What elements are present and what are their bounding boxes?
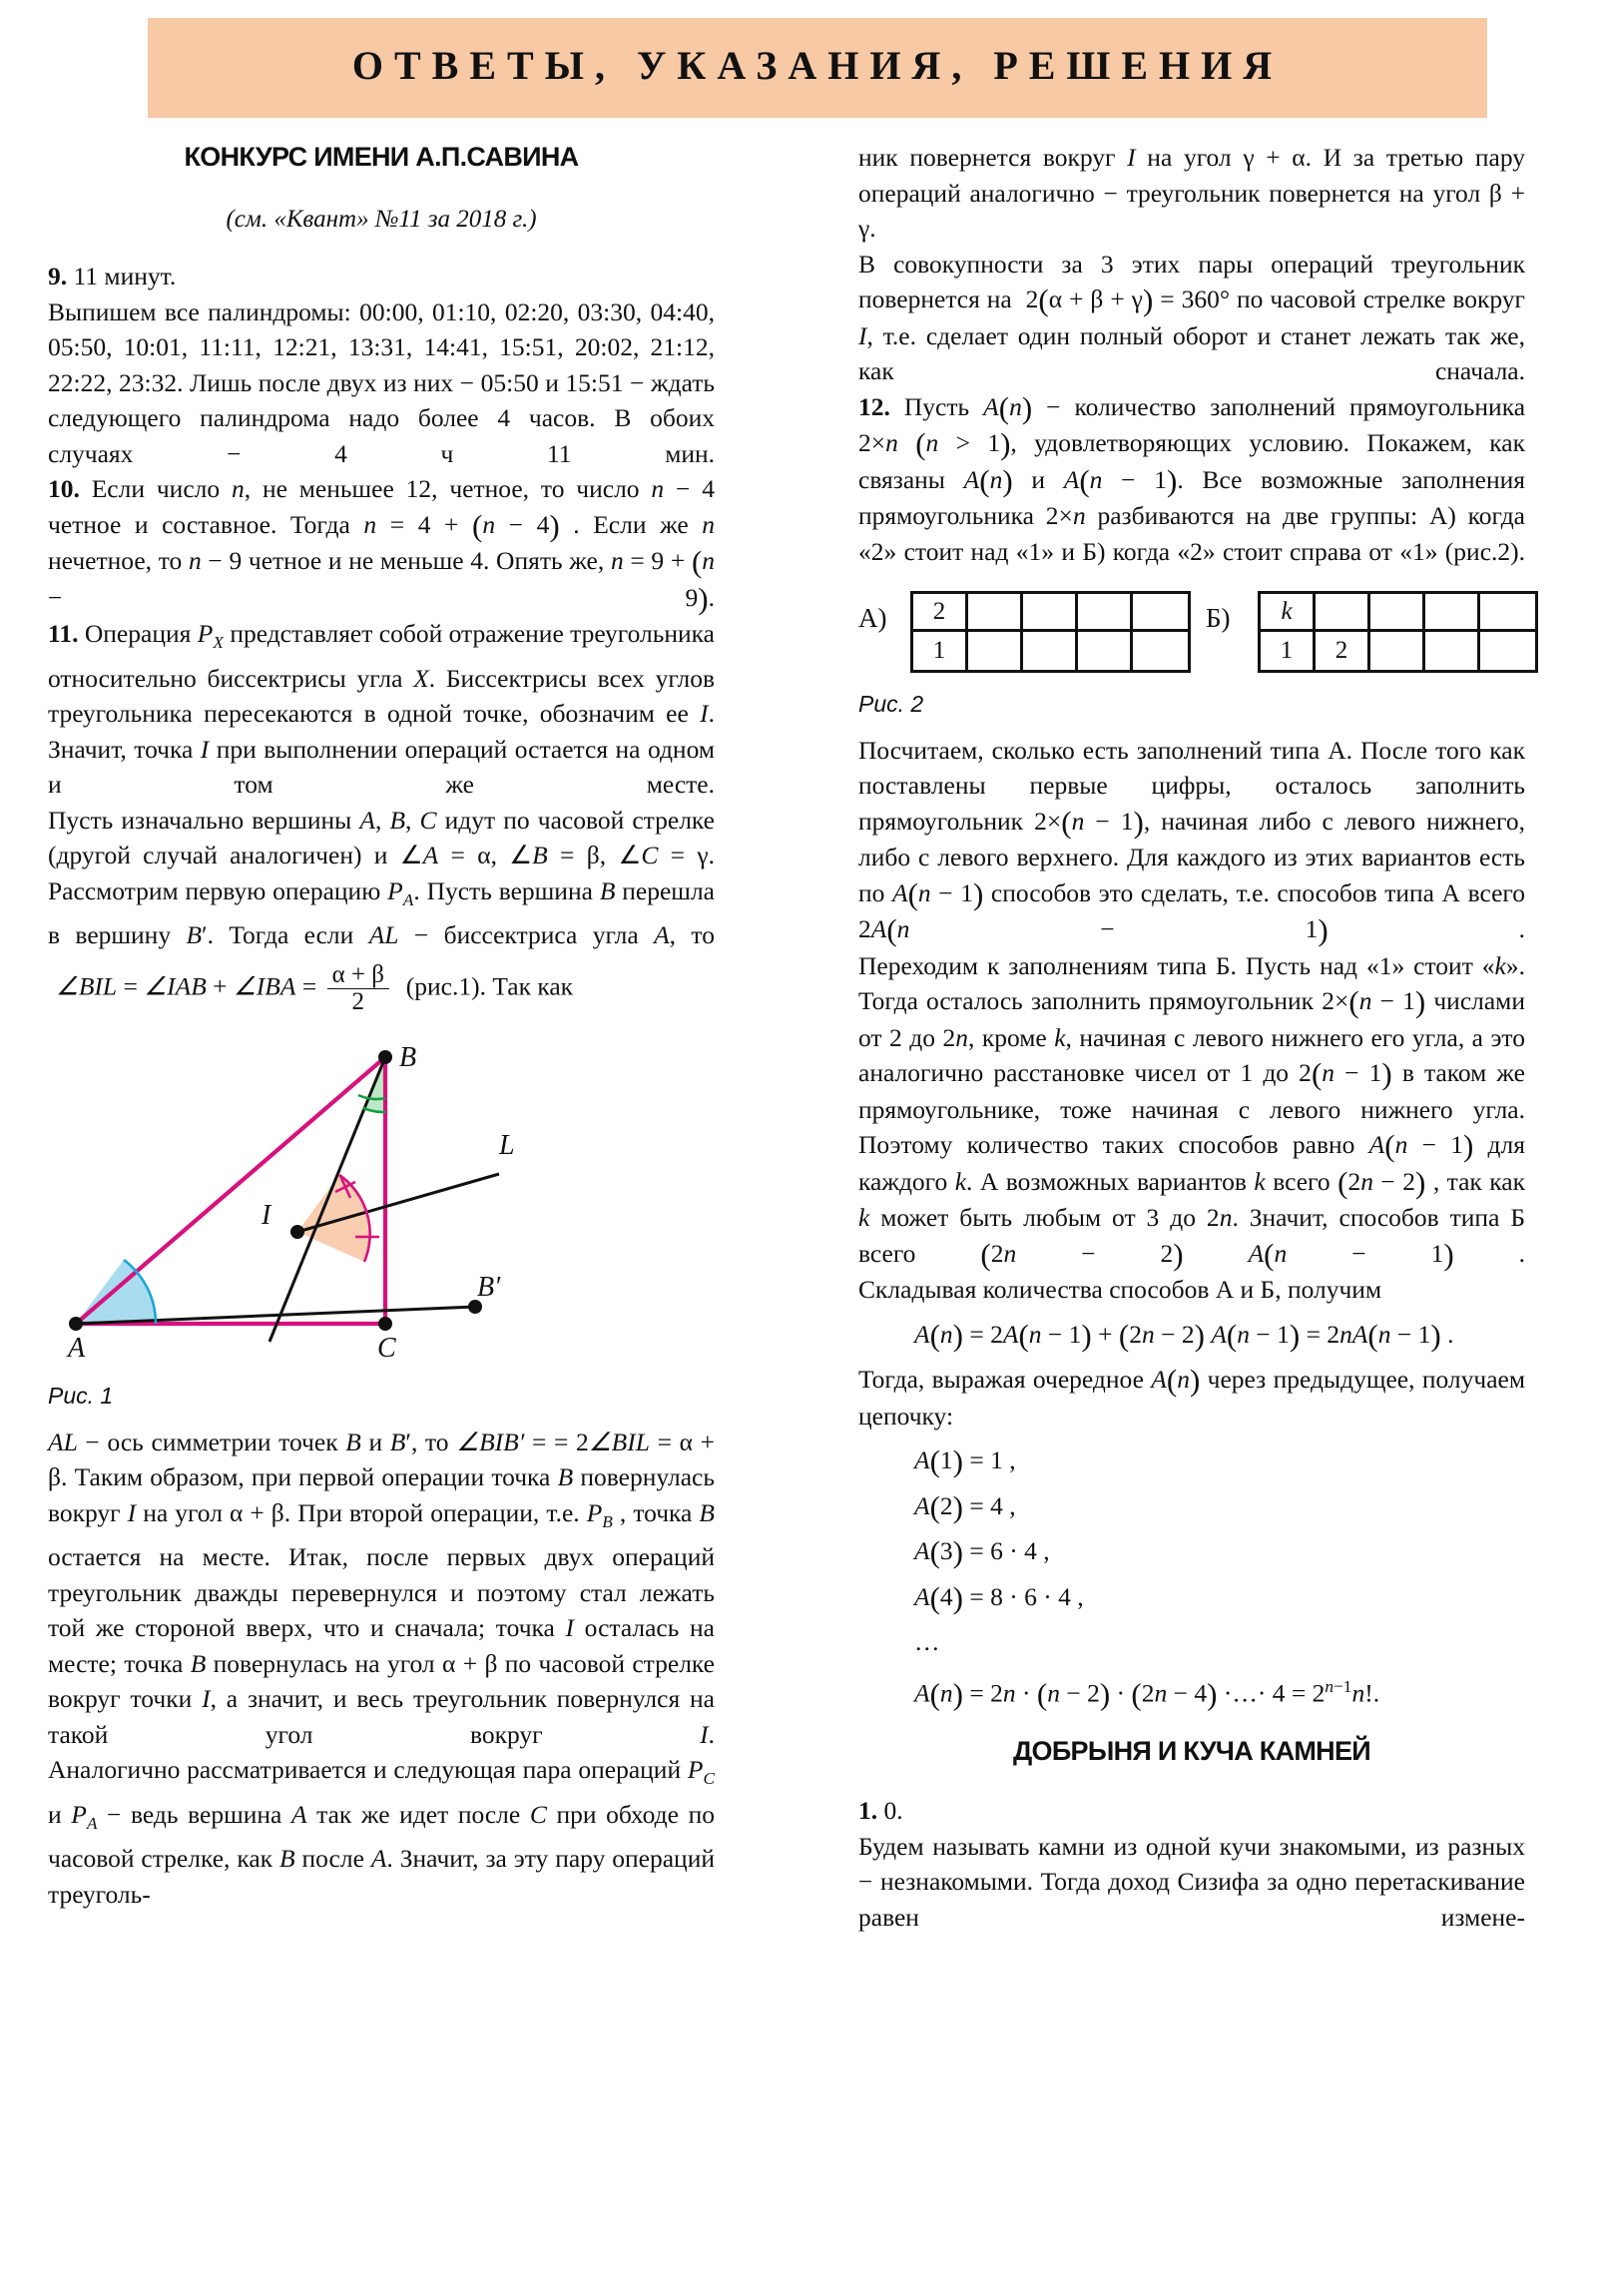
figure-1-svg xyxy=(48,1024,715,1379)
vertex-C-dot xyxy=(378,1317,392,1331)
figure-2-grid-A xyxy=(910,591,1191,673)
item-10 xyxy=(48,471,715,616)
figure-2-grid-B xyxy=(1258,591,1538,673)
label-C: C xyxy=(377,1333,396,1365)
chain-line-3: A(3) = 6 · 4 , xyxy=(914,1534,1050,1569)
fraction-numerator: α + β xyxy=(331,960,384,988)
grid-a-cell xyxy=(1023,632,1078,670)
figure-2 xyxy=(858,579,1525,687)
grid-a-cell xyxy=(1133,594,1188,632)
figure-2-label-A: А) xyxy=(858,603,887,633)
chain-line-1: A(1) = 1 , xyxy=(914,1443,1016,1478)
grid-a-cell xyxy=(1078,594,1133,632)
grid-b-cell xyxy=(1370,594,1425,632)
grid-b-cell xyxy=(1261,632,1316,670)
grid-b-value: k xyxy=(1281,597,1293,625)
grid-a-value: 2 xyxy=(932,597,946,625)
grid-b-value: 1 xyxy=(1280,637,1294,665)
left-column xyxy=(48,140,715,1912)
item-10-number: 10. xyxy=(48,474,80,503)
paragraph-sum: Складывая количества способов А и Б, получим xyxy=(858,1275,1382,1304)
figure-2-caption: Рис. 2 xyxy=(858,691,924,717)
grid-a-cell xyxy=(913,632,968,670)
item-12-p1: Пусть A(n) − количество заполнений прямоугольника 2×n (n > 1), удовлетворяющих условию. Покажем, как связаны A(n) и A(n − 1). Все возможные заполнения прямоугольника 2×n разбиваются на две группы: А) когда «2» стоит над «1» и Б) когда «2» стоит справа от «1» (рис.2). xyxy=(858,389,1526,566)
total-rotation-paragraph: В совокупности за 3 этих пары операций треугольник повернется на 2(α + β + γ) = 360° по часовой стрелке вокруг I, т.е. сделает один полный оборот и станет лежать так же, как сначала. xyxy=(858,249,1525,385)
item-1-answer: 0. xyxy=(883,1796,903,1825)
grid-a-value: 1 xyxy=(932,637,946,665)
grid-b-cell xyxy=(1480,594,1535,632)
section-title-dobrynya: ДОБРЫНЯ И КУЧА КАМНЕЙ xyxy=(1012,1735,1370,1766)
fraction-denominator: 2 xyxy=(327,988,389,1015)
grid-b-value: 2 xyxy=(1334,637,1348,665)
item-1-body: Будем называть камни из одной кучи знакомыми, из разных − незнакомыми. Тогда доход Сизифа за одно перетаскивание равен измене- xyxy=(858,1831,1525,1932)
figure-1 xyxy=(48,1024,715,1379)
chain-line-4: A(4) = 8 · 6 · 4 , xyxy=(914,1579,1084,1615)
paragraph-type-a: Посчитаем, сколько есть заполнений типа А. После того как поставлены первые цифры, осталось заполнить прямоугольник 2×(n − 1), начиная либо с левого нижнего, либо с левого верхнего. Для каждого из этих вариантов есть по A(n − 1) способов это сделать, т.е. способов типа А всего 2A(n − 1) . xyxy=(858,735,1525,947)
paragraph-chain-intro: Тогда, выражая очередное A(n) через предыдущее, получаем цепочку: xyxy=(858,1363,1525,1431)
vertex-B-dot xyxy=(378,1050,392,1064)
chain-line-2: A(2) = 4 , xyxy=(914,1488,1016,1524)
after-figure-paragraph-1: AL − ось симметрии точек B и B′, то ∠BIB′ = = 2∠BIL = α + β. Таким образом, при первой операции точка B повернулась вокруг I на угол α + β. При второй операции, т.е. $P_B$ , точка B остается на месте. Итак, после первых двух операций треугольник дважды перевернулся и поэтому стал лежать той же стороной вверх, что и сначала; точка I осталась на месте; точка B повернулась на угол α + β по часовой стрелке вокруг точки I, а значит, и весь треугольник повернулся на такой угол вокруг I. xyxy=(48,1427,716,1749)
label-L: L xyxy=(499,1130,515,1162)
item-11-number: 11. xyxy=(48,619,79,648)
point-I-dot xyxy=(290,1225,304,1239)
fraction-alpha-beta-over-2 xyxy=(327,962,389,1016)
grid-b-cell xyxy=(1425,594,1480,632)
source-note: (см. «Квант» №11 за 2018 г.) xyxy=(226,205,537,233)
grid-b-cell xyxy=(1261,594,1316,632)
page-title: ОТВЕТЫ, УКАЗАНИЯ, РЕШЕНИЯ xyxy=(351,43,1284,88)
item-10-part1: Если число n, не меньшее 12, четное, то число n − 4 четное и составное. Тогда n = 4 + (n − 4) . Если же n нечетное, то n − 9 четное и не меньше 4. Опять же, n = 9 + (n − 9). xyxy=(48,474,716,616)
vertex-A-dot xyxy=(69,1317,83,1331)
figure-2-label-B: Б) xyxy=(1206,603,1231,633)
chain-line-general: A(n) = 2n · (n − 2) · (2n − 4) ·…· $4 = 2^{n-1}n$!. xyxy=(914,1676,1380,1711)
item-11-p1: Операция $P_X$ представляет собой отражение треугольника относительно биссектрисы угла X. Биссектрисы всех углов треугольника пересекаются в одной точке, обозначим ее I. Значит, точка I при выполнении операций остается на одном и том же месте. xyxy=(48,619,716,800)
grid-a-cell xyxy=(1023,594,1078,632)
bisector-B xyxy=(269,1057,385,1342)
grid-a-cell xyxy=(913,594,968,632)
item-1-number: 1. xyxy=(858,1796,878,1825)
item-9-body: Выпишем все палиндромы: 00:00, 01:10, 02:20, 03:30, 04:40, 05:50, 10:01, 11:11, 12:21, 13:31, 14:41, 15:51, 20:02, 21:12, 22:22, 23:32. Лишь после двух из них − 05:50 и 15:51 − ждать следующего палиндрома надо более 4 часов. В обоих случаях − 4 ч 11 мин. xyxy=(48,296,715,468)
formula-suffix: (рис.1). Так как xyxy=(405,971,574,1001)
figure-1-caption: Рис. 1 xyxy=(48,1383,114,1410)
item-1 xyxy=(858,1793,1525,1829)
item-12-number: 12. xyxy=(858,391,890,421)
grid-b-cell xyxy=(1316,632,1370,670)
grid-a-cell xyxy=(1133,632,1188,670)
grid-a-cell xyxy=(968,594,1023,632)
continued-paragraph: ник повернется вокруг I на угол γ + α. И за третью пару операций аналогично − треугольник повернется на угол β + γ. xyxy=(858,143,1525,243)
item-11-p2: Пусть изначально вершины A, B, C идут по часовой стрелке (другой случай аналогичен) и ∠A = α, ∠B = β, ∠C = γ. Рассмотрим первую операцию $P_A$. Пусть вершина B перешла в вершину B′. Тогда если AL − биссектриса угла A, то xyxy=(48,805,716,950)
right-column xyxy=(858,140,1525,1935)
label-Bprime: B′ xyxy=(477,1272,501,1304)
grid-b-cell xyxy=(1480,632,1535,670)
item-9-answer: 11 минут. xyxy=(73,262,177,290)
after-figure-paragraph-2: Аналогично рассматривается и следующая пара операций $P_C$ и $P_A$ − ведь вершина A так же идет после C при обходе по часовой стрелке, как B после A. Значит, за эту пару операций треуголь- xyxy=(48,1755,715,1909)
item-11-formula: ∠BIL = ∠IAB + ∠IBA = $\frac{\alpha + \beta}{2}$ (рис.1). Так как xyxy=(56,960,574,1015)
item-9-number: 9. xyxy=(48,262,68,290)
item-9 xyxy=(48,259,715,294)
grid-a-cell xyxy=(968,632,1023,670)
grid-b-cell xyxy=(1316,594,1370,632)
section-title-savin: КОНКУРС ИМЕНИ А.П.САВИНА xyxy=(184,142,579,172)
formula-recurrence: A(n) = 2A(n − 1) + (2n − 2) A(n − 1) = 2nA(n − 1) . xyxy=(914,1317,1454,1353)
label-A: A xyxy=(68,1333,86,1365)
label-B: B xyxy=(399,1042,417,1074)
label-I: I xyxy=(262,1200,271,1232)
grid-a-cell xyxy=(1078,632,1133,670)
grid-b-cell xyxy=(1425,632,1480,670)
paragraph-type-b: Переходим к заполнениям типа Б. Пусть над «1» стоит «k». Тогда осталось заполнить прямоугольник 2×(n − 1) числами от 2 до 2n, кроме k, начиная с левого нижнего его угла, а это аналогично расстановке чисел от 1 до 2(n − 1) в таком же прямоугольнике, тоже начиная с левого нижнего угла. Поэтому количество таких способов равно A(n − 1) для каждого k. А возможных вариантов k всего (2n − 2) , так как k может быть любым от 3 до 2n. Значит, способов типа Б всего (2n − 2) A(n − 1) . xyxy=(858,950,1525,1272)
grid-b-cell xyxy=(1370,632,1425,670)
item-11 xyxy=(48,616,715,803)
item-12 xyxy=(858,389,1525,570)
chain-line-ellipsis: … xyxy=(914,1627,940,1656)
